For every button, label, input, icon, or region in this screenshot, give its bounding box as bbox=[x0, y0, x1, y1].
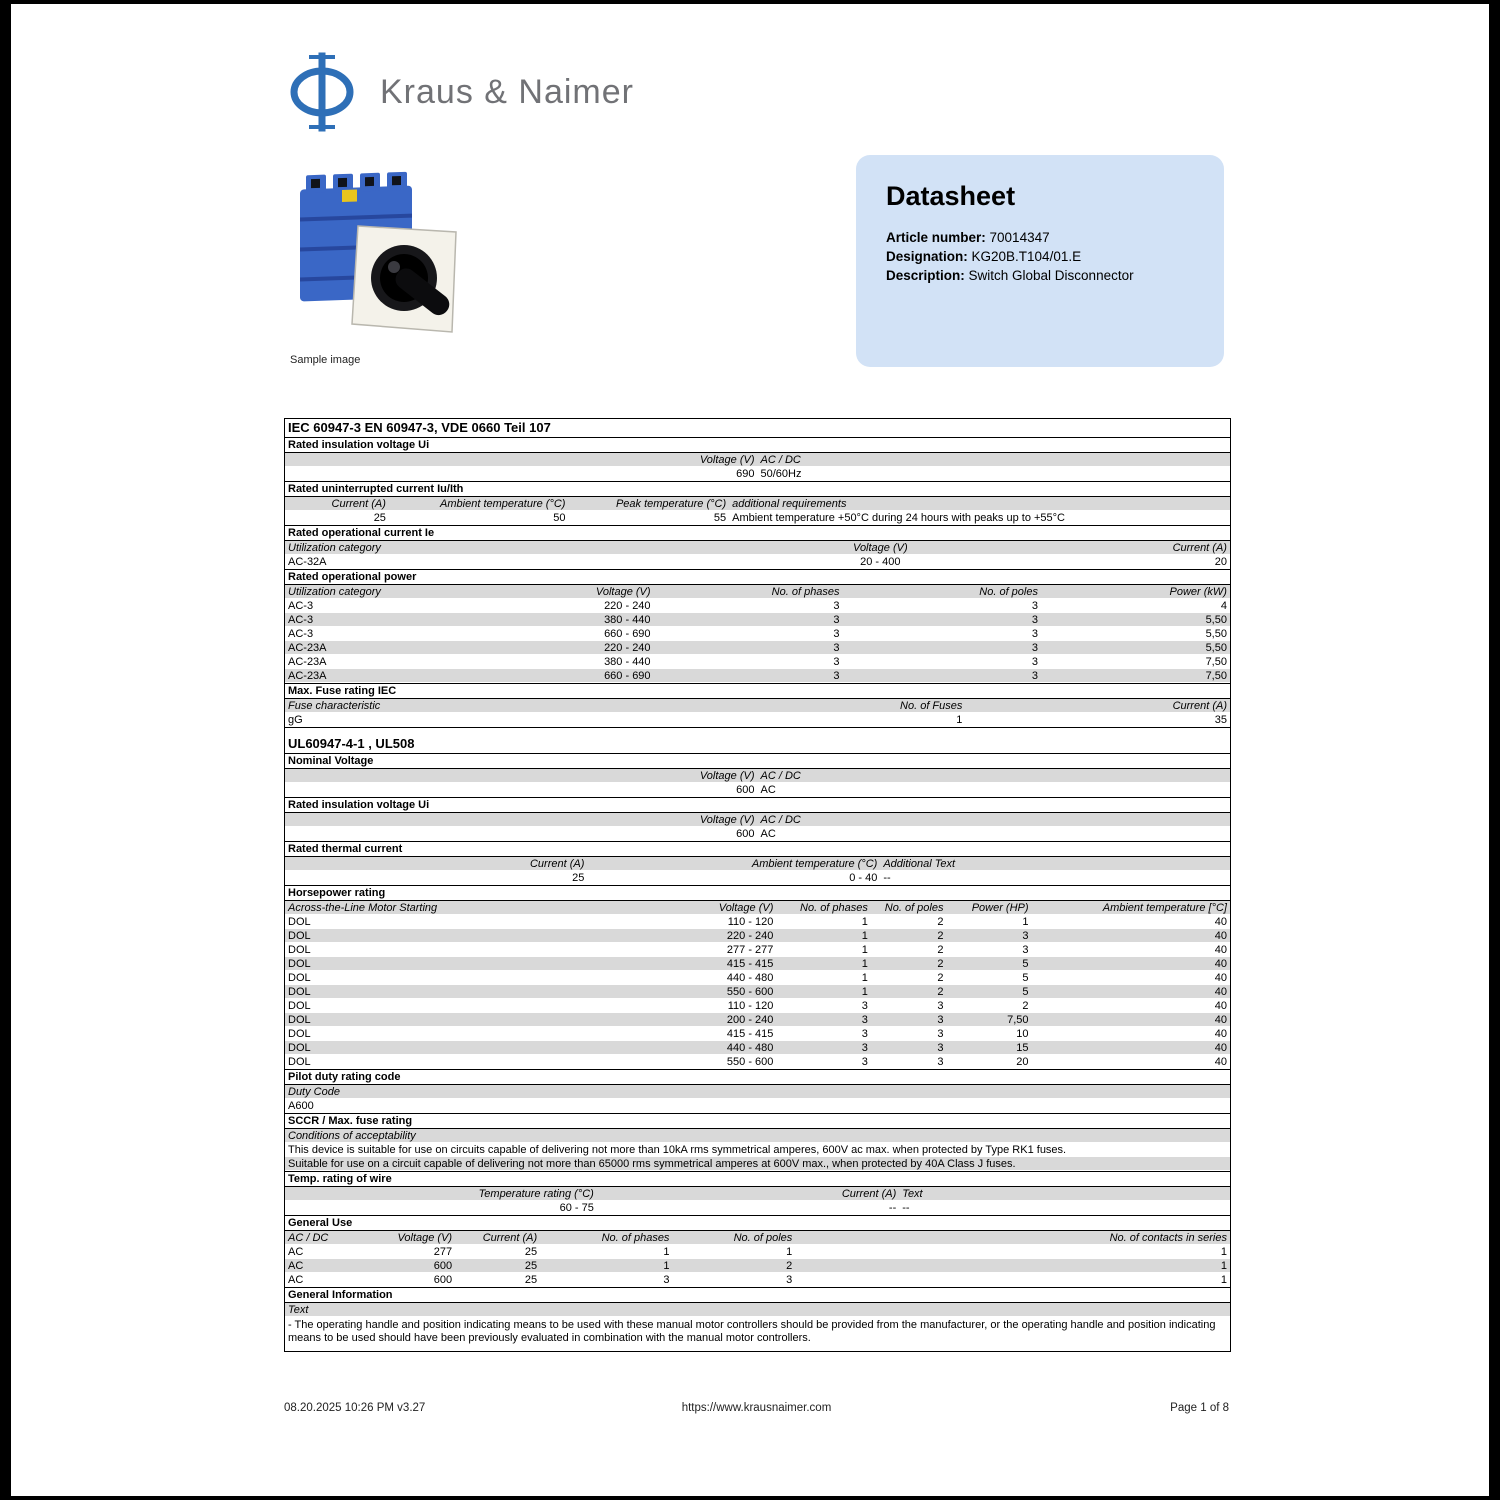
table-cell: DOL bbox=[288, 916, 311, 928]
table-row bbox=[285, 713, 1230, 727]
table-cell: 1 bbox=[861, 916, 868, 928]
table-cell: 3 bbox=[937, 1028, 944, 1040]
table-row bbox=[285, 957, 1230, 971]
table-cell: 2 bbox=[937, 930, 944, 942]
table-cell: AC-23A bbox=[288, 670, 327, 682]
table-cell: Power (HP) bbox=[971, 902, 1029, 914]
section-header: Nominal Voltage bbox=[285, 754, 1230, 769]
table-cell: 3 bbox=[861, 1028, 868, 1040]
column-header-row bbox=[285, 453, 1230, 467]
table-cell: 40 bbox=[1214, 1028, 1227, 1040]
table-cell: 110 - 120 bbox=[727, 1000, 774, 1012]
article-number-label: Article number: bbox=[886, 230, 986, 245]
table-cell: Ambient temperature (°C) bbox=[440, 498, 566, 510]
datasheet-title: Datasheet bbox=[886, 181, 1016, 211]
section-header: Pilot duty rating code bbox=[285, 1069, 1230, 1085]
table-cell: Voltage (V) bbox=[699, 770, 755, 782]
table-cell: 40 bbox=[1214, 930, 1227, 942]
table-cell: 2 bbox=[937, 958, 944, 970]
standard-title: UL60947-4-1 , UL508 bbox=[285, 727, 1230, 754]
table-cell: DOL bbox=[288, 1000, 311, 1012]
table-cell: 3 bbox=[1031, 614, 1038, 626]
table-row bbox=[285, 1027, 1230, 1041]
table-cell: 40 bbox=[1214, 1000, 1227, 1012]
table-cell: 1 bbox=[861, 930, 868, 942]
table-cell: 2 bbox=[937, 944, 944, 956]
table-cell: DOL bbox=[288, 972, 311, 984]
table-row bbox=[285, 467, 1230, 481]
table-cell: 277 bbox=[433, 1246, 453, 1258]
table-cell: 40 bbox=[1214, 944, 1227, 956]
table-cell: 690 bbox=[736, 468, 755, 480]
page-footer bbox=[284, 1402, 1229, 1414]
table-row bbox=[285, 1157, 1230, 1171]
table-cell: AC-23A bbox=[288, 642, 327, 654]
table-cell: AC / DC bbox=[760, 454, 801, 466]
table-cell: AC-3 bbox=[288, 614, 314, 626]
table-cell: 40 bbox=[1214, 972, 1227, 984]
table-cell: 380 - 440 bbox=[604, 656, 651, 668]
table-cell: 440 - 480 bbox=[726, 972, 774, 984]
table-row bbox=[285, 985, 1230, 999]
column-header-row bbox=[285, 1303, 1230, 1317]
table-cell: 220 - 240 bbox=[726, 930, 774, 942]
table-cell: 600 bbox=[736, 784, 755, 796]
table-cell: Voltage (V) bbox=[699, 814, 755, 826]
designation-value: KG20B.T104/01.E bbox=[967, 249, 1082, 264]
table-cell: 3 bbox=[833, 600, 840, 612]
table-row bbox=[285, 929, 1230, 943]
table-cell: Peak temperature (°C) bbox=[615, 498, 727, 510]
table-cell: Utilization category bbox=[288, 586, 381, 598]
table-cell: 55 bbox=[713, 512, 727, 524]
table-cell: AC bbox=[288, 1246, 304, 1258]
section-header: Rated operational power bbox=[285, 569, 1230, 585]
table-cell: Conditions of acceptability bbox=[288, 1130, 416, 1142]
table-cell: Voltage (V) bbox=[595, 586, 651, 598]
standard-title: IEC 60947-3 EN 60947-3, VDE 0660 Teil 107 bbox=[285, 419, 1230, 438]
column-header-row bbox=[285, 901, 1230, 915]
table-row bbox=[285, 613, 1230, 627]
table-cell: 2 bbox=[1022, 1000, 1029, 1012]
description-row bbox=[886, 266, 1194, 285]
table-cell: 2 bbox=[937, 916, 944, 928]
table-cell: 1 bbox=[786, 1246, 793, 1258]
table-cell: Current (A) bbox=[1172, 700, 1227, 712]
table-cell: Current (A) bbox=[331, 498, 386, 510]
table-cell: A600 bbox=[288, 1100, 314, 1112]
table-cell: AC bbox=[760, 828, 776, 840]
table-cell: Text bbox=[288, 1304, 309, 1316]
table-cell: Current (A) bbox=[529, 858, 585, 870]
table-cell: No. of poles bbox=[733, 1232, 793, 1244]
section-header: Rated insulation voltage Ui bbox=[285, 797, 1230, 813]
table-cell: 5 bbox=[1022, 972, 1029, 984]
table-cell: 40 bbox=[1214, 1014, 1227, 1026]
table-cell: Fuse characteristic bbox=[288, 700, 381, 712]
table-cell: 20 - 400 bbox=[860, 556, 901, 568]
table-cell: No. of phases bbox=[601, 1232, 670, 1244]
table-row bbox=[285, 1245, 1230, 1259]
section-header: SCCR / Max. fuse rating bbox=[285, 1113, 1230, 1129]
datasheet-page bbox=[11, 4, 1489, 1496]
table-cell: 550 - 600 bbox=[726, 1056, 774, 1068]
table-cell: 3 bbox=[937, 1000, 944, 1012]
table-cell: DOL bbox=[288, 1042, 311, 1054]
table-cell: 20 bbox=[1016, 1056, 1029, 1068]
table-cell: 3 bbox=[833, 670, 840, 682]
column-header-row bbox=[285, 497, 1230, 511]
table-cell: 3 bbox=[1022, 930, 1029, 942]
section-header: Rated thermal current bbox=[285, 841, 1230, 857]
table-cell: 5 bbox=[1022, 958, 1029, 970]
column-header-row bbox=[285, 585, 1230, 599]
table-row bbox=[285, 555, 1230, 569]
table-cell: 2 bbox=[937, 972, 944, 984]
section-header: General Information bbox=[285, 1287, 1230, 1303]
table-row bbox=[285, 783, 1230, 797]
table-row bbox=[285, 999, 1230, 1013]
table-cell: 3 bbox=[833, 614, 840, 626]
table-cell: 415 - 415 bbox=[726, 1028, 774, 1040]
table-cell: DOL bbox=[288, 1056, 311, 1068]
table-cell: No. of poles bbox=[979, 586, 1038, 598]
table-cell: 0 - 40 bbox=[849, 872, 878, 884]
table-cell: Ambient temperature (°C) bbox=[751, 858, 878, 870]
table-row bbox=[285, 1013, 1230, 1027]
column-header-row bbox=[285, 1129, 1230, 1143]
table-cell: AC bbox=[288, 1274, 304, 1286]
table-cell: No. of poles bbox=[884, 902, 944, 914]
table-cell: additional requirements bbox=[732, 498, 847, 510]
table-cell: 380 - 440 bbox=[604, 614, 651, 626]
table-row bbox=[285, 511, 1230, 525]
table-cell: DOL bbox=[288, 958, 311, 970]
table-cell: -- bbox=[888, 1202, 897, 1214]
table-row bbox=[285, 1143, 1230, 1157]
footer-timestamp: 08.20.2025 10:26 PM v3.27 bbox=[284, 1402, 426, 1414]
table-row bbox=[285, 971, 1230, 985]
table-row bbox=[285, 915, 1230, 929]
table-cell: 1 bbox=[1220, 1274, 1227, 1286]
table-cell: AC-3 bbox=[288, 600, 314, 612]
table-cell: 200 - 240 bbox=[726, 1014, 774, 1026]
table-cell: Voltage (V) bbox=[718, 902, 774, 914]
table-cell: 3 bbox=[833, 628, 840, 640]
datasheet-info-box bbox=[856, 155, 1224, 367]
table-row bbox=[285, 641, 1230, 655]
table-row bbox=[285, 1055, 1230, 1069]
footer-page-number: Page 1 of 8 bbox=[1170, 1402, 1229, 1414]
table-cell: 415 - 415 bbox=[726, 958, 774, 970]
table-cell: 600 bbox=[736, 828, 755, 840]
table-cell: - The operating handle and position indicating means to be used with these manual motor controllers should be provided from the manufacturer, or the operating handle and position indicating means to be used should have been previously evaluated in combination with the manual motor controllers. bbox=[288, 1319, 1216, 1344]
table-cell: 5,50 bbox=[1205, 614, 1227, 626]
section-header: Max. Fuse rating IEC bbox=[285, 683, 1230, 699]
column-header-row bbox=[285, 1085, 1230, 1099]
table-cell: 3 bbox=[1031, 670, 1038, 682]
table-cell: 25 bbox=[373, 512, 386, 524]
logo bbox=[286, 52, 634, 132]
table-cell: 3 bbox=[861, 1014, 868, 1026]
table-cell: 1 bbox=[861, 972, 868, 984]
table-cell: 277 - 277 bbox=[726, 944, 774, 956]
table-cell: Current (A) bbox=[841, 1188, 897, 1200]
table-cell: 7,50 bbox=[1205, 670, 1227, 682]
table-cell: 25 bbox=[524, 1274, 538, 1286]
column-header-row bbox=[285, 813, 1230, 827]
table-cell: Ambient temperature +50°C during 24 hours with peaks up to +55°C bbox=[732, 512, 1066, 524]
table-cell: 5,50 bbox=[1205, 628, 1227, 640]
table-cell: 20 bbox=[1214, 556, 1227, 568]
table-cell: Across-the-Line Motor Starting bbox=[288, 902, 438, 914]
table-cell: 2 bbox=[786, 1260, 793, 1272]
table-cell: Additional Text bbox=[883, 858, 956, 870]
table-cell: No. of Fuses bbox=[900, 700, 963, 712]
table-cell: 5 bbox=[1022, 986, 1029, 998]
table-cell: 550 - 600 bbox=[726, 986, 774, 998]
table-cell: 1 bbox=[663, 1260, 670, 1272]
column-header-row bbox=[285, 1187, 1230, 1201]
section-header: General Use bbox=[285, 1215, 1230, 1231]
table-row bbox=[285, 655, 1230, 669]
table-cell: 3 bbox=[786, 1274, 793, 1286]
table-cell: 660 - 690 bbox=[604, 670, 651, 682]
table-cell: 3 bbox=[833, 642, 840, 654]
table-cell: DOL bbox=[288, 1014, 311, 1026]
table-cell: AC-32A bbox=[288, 556, 327, 568]
table-cell: 3 bbox=[1031, 600, 1038, 612]
table-cell: 4 bbox=[1220, 600, 1227, 612]
table-cell: Power (kW) bbox=[1169, 586, 1227, 598]
section-header: Temp. rating of wire bbox=[285, 1171, 1230, 1187]
table-cell: AC bbox=[760, 784, 776, 796]
table-cell: -- bbox=[883, 872, 891, 884]
table-cell: 35 bbox=[1214, 714, 1227, 726]
table-cell: 3 bbox=[937, 1014, 944, 1026]
table-cell: 40 bbox=[1214, 1056, 1227, 1068]
table-cell: Utilization category bbox=[288, 542, 381, 554]
article-number-value: 70014347 bbox=[985, 230, 1050, 245]
section-header: Horsepower rating bbox=[285, 885, 1230, 901]
table-cell: DOL bbox=[288, 930, 311, 942]
table-row bbox=[285, 627, 1230, 641]
section-header: Rated insulation voltage Ui bbox=[285, 438, 1230, 453]
table-cell: 7,50 bbox=[1007, 1014, 1029, 1026]
table-cell: 1 bbox=[1220, 1246, 1227, 1258]
logo-text: Kraus & Naimer bbox=[380, 72, 634, 111]
table-row bbox=[285, 1259, 1230, 1273]
section-header: Rated operational current Ie bbox=[285, 525, 1230, 541]
table-cell: Voltage (V) bbox=[853, 542, 908, 554]
designation-row bbox=[886, 247, 1194, 266]
table-cell: 600 bbox=[433, 1274, 453, 1286]
table-cell: 50/60Hz bbox=[760, 468, 802, 480]
table-cell: 1 bbox=[1022, 916, 1029, 928]
table-row bbox=[285, 1099, 1230, 1113]
table-cell: 10 bbox=[1016, 1028, 1029, 1040]
table-cell: 15 bbox=[1016, 1042, 1029, 1054]
table-cell: DOL bbox=[288, 944, 311, 956]
table-cell: 3 bbox=[833, 656, 840, 668]
table-cell: 600 bbox=[433, 1260, 453, 1272]
table-cell: AC / DC bbox=[760, 814, 801, 826]
table-cell: AC-23A bbox=[288, 656, 327, 668]
table-cell: 50 bbox=[553, 512, 566, 524]
table-cell: 25 bbox=[572, 872, 585, 884]
table-cell: 440 - 480 bbox=[726, 1042, 774, 1054]
table-cell: Current (A) bbox=[482, 1232, 538, 1244]
table-cell: AC bbox=[288, 1260, 304, 1272]
table-cell: gG bbox=[288, 714, 303, 726]
table-cell: Temperature rating (°C) bbox=[478, 1188, 594, 1200]
table-cell: 3 bbox=[1031, 628, 1038, 640]
description-value: Switch Global Disconnector bbox=[964, 268, 1134, 283]
spec-table bbox=[284, 418, 1231, 1352]
table-cell: 60 - 75 bbox=[559, 1202, 594, 1214]
table-cell: Text bbox=[902, 1188, 923, 1200]
table-cell: Voltage (V) bbox=[397, 1232, 453, 1244]
column-header-row bbox=[285, 541, 1230, 555]
table-cell: 3 bbox=[1022, 944, 1029, 956]
table-cell: No. of phases bbox=[771, 586, 840, 598]
column-header-row bbox=[285, 699, 1230, 713]
table-cell: -- bbox=[902, 1202, 910, 1214]
table-cell: 1 bbox=[1220, 1260, 1227, 1272]
table-cell: 220 - 240 bbox=[604, 642, 651, 654]
table-cell: 1 bbox=[956, 714, 963, 726]
table-cell: 220 - 240 bbox=[604, 600, 651, 612]
section-header: Rated uninterrupted current Iu/Ith bbox=[285, 481, 1230, 497]
table-row bbox=[285, 1201, 1230, 1215]
table-cell: 3 bbox=[861, 1042, 868, 1054]
table-row bbox=[285, 1041, 1230, 1055]
table-cell: 7,50 bbox=[1205, 656, 1227, 668]
column-header-row bbox=[285, 1231, 1230, 1245]
table-row bbox=[285, 827, 1230, 841]
table-cell: 3 bbox=[1031, 656, 1038, 668]
table-cell: 1 bbox=[663, 1246, 670, 1258]
phi-logo-icon bbox=[286, 52, 358, 132]
table-cell: 40 bbox=[1214, 986, 1227, 998]
table-cell: AC / DC bbox=[288, 1232, 329, 1244]
table-cell: DOL bbox=[288, 986, 311, 998]
sample-image-caption: Sample image bbox=[290, 354, 361, 366]
table-cell: 2 bbox=[937, 986, 944, 998]
description-label: Description: bbox=[886, 268, 965, 283]
table-cell: 110 - 120 bbox=[727, 916, 774, 928]
table-row bbox=[285, 669, 1230, 683]
table-row bbox=[285, 871, 1230, 885]
table-row bbox=[285, 599, 1230, 613]
table-cell: No. of phases bbox=[800, 902, 868, 914]
article-number-row bbox=[886, 228, 1194, 247]
table-cell: 1 bbox=[861, 944, 868, 956]
product-image bbox=[286, 164, 471, 349]
table-cell: No. of contacts in series bbox=[1109, 1232, 1227, 1244]
info-fields bbox=[886, 228, 1194, 285]
footer-url[interactable]: https://www.krausnaimer.com bbox=[681, 1402, 832, 1414]
table-cell: 660 - 690 bbox=[604, 628, 651, 640]
table-row bbox=[285, 1317, 1230, 1351]
table-cell: 3 bbox=[937, 1042, 944, 1054]
table-cell: 40 bbox=[1214, 916, 1227, 928]
table-cell: 25 bbox=[524, 1260, 538, 1272]
designation-label: Designation: bbox=[886, 249, 968, 264]
table-cell: 3 bbox=[861, 1056, 868, 1068]
table-cell: Duty Code bbox=[288, 1086, 340, 1098]
table-cell: 1 bbox=[861, 958, 868, 970]
table-cell: 5,50 bbox=[1205, 642, 1227, 654]
table-cell: This device is suitable for use on circuits capable of delivering not more than 10kA rms symmetrical amperes, 600V ac max. when protected by Type RK1 fuses. bbox=[288, 1144, 1067, 1156]
table-cell: 1 bbox=[861, 986, 868, 998]
column-header-row bbox=[285, 769, 1230, 783]
table-row bbox=[285, 1273, 1230, 1287]
table-cell: 3 bbox=[1031, 642, 1038, 654]
table-cell: AC-3 bbox=[288, 628, 314, 640]
table-cell: Current (A) bbox=[1172, 542, 1227, 554]
table-cell: 3 bbox=[937, 1056, 944, 1068]
table-cell: Voltage (V) bbox=[699, 454, 755, 466]
table-cell: 3 bbox=[663, 1274, 670, 1286]
table-cell: 25 bbox=[524, 1246, 538, 1258]
table-cell: 40 bbox=[1214, 958, 1227, 970]
column-header-row bbox=[285, 857, 1230, 871]
table-cell: Suitable for use on a circuit capable of delivering not more than 65000 rms symmetrical amperes at 600V max., when protected by 40A Class J fuses. bbox=[288, 1158, 1016, 1170]
table-row bbox=[285, 943, 1230, 957]
table-cell: AC / DC bbox=[760, 770, 801, 782]
table-cell: Ambient temperature [°C] bbox=[1102, 902, 1227, 914]
table-cell: 40 bbox=[1214, 1042, 1227, 1054]
table-cell: DOL bbox=[288, 1028, 311, 1040]
table-cell: 3 bbox=[861, 1000, 868, 1012]
